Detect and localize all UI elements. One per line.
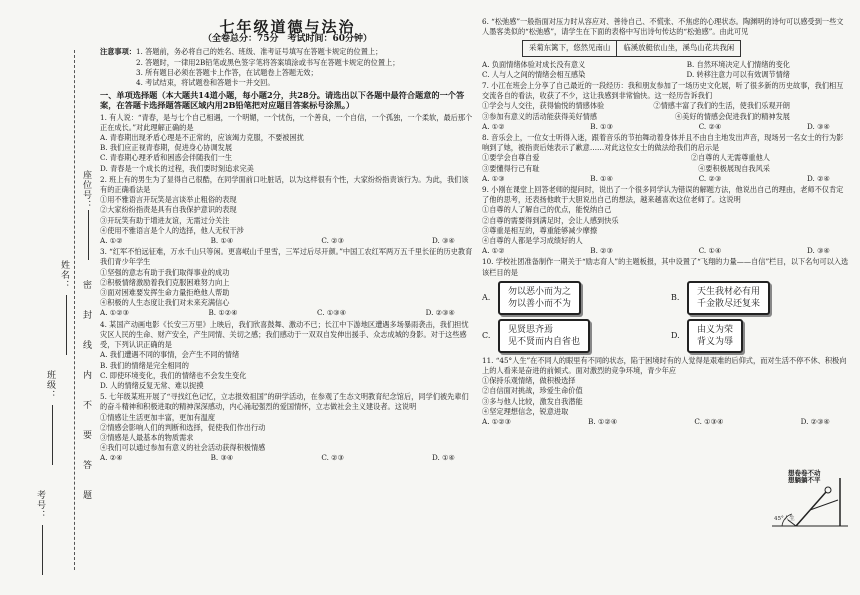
q7-item-2: ②情感丰富了我们的生活，使我们乐观开朗 xyxy=(653,101,790,111)
q5-item-1: ①情感让生活更加丰富，更加有温度 xyxy=(100,412,216,422)
note-2: 2. 答题时，一律用2B铅笔或黑色签字笔将答案填涂或书写在答题卡规定的位置上； xyxy=(136,57,400,67)
seal-char-6: 要 xyxy=(81,430,91,440)
q6-poem-table xyxy=(522,40,850,56)
q2-stem: 2. 班上有的男生为了显得自己很酷，在同学面前口吐脏话，以为这样很有个性，大家纷纷指责该行为。为此，我们该有的正确看法是 xyxy=(100,174,469,195)
question-5 xyxy=(100,392,475,463)
q5-option-a: A. ②④ xyxy=(100,453,123,463)
q10-option-a-label: A. xyxy=(482,292,491,302)
q5-option-d: D. ①④ xyxy=(432,453,455,463)
q9-option-b: B. ②③ xyxy=(590,246,614,256)
seal-char-7: 答 xyxy=(81,460,91,470)
q9-item-4: ④自尊的人都是学习成绩好的人 xyxy=(482,236,583,246)
q10-option-b-scroll xyxy=(687,281,770,315)
q3-item-3: ③面对困难要发挥生命力量拒绝他人帮助 xyxy=(100,288,230,298)
question-6 xyxy=(482,17,850,80)
page-subtitle: （全卷总分：75分 考试时间：60分钟） xyxy=(202,34,373,45)
question-1 xyxy=(100,113,475,174)
q6-option-d: D. 转移注意力可以有效调节情绪 xyxy=(686,69,790,79)
q7-stem: 7. 小江在班会上分享了自己最近的一段经历：我和朋友参加了一场历史文化展，听了很多新的历史故事，我们相互交流各自的看法，收获了不少，这让我感到非常愉快。这一经历告诉我们 xyxy=(482,81,844,101)
q8-item-4: ④要积极展现自我风采 xyxy=(698,163,770,173)
question-11 xyxy=(482,356,850,427)
left-column xyxy=(100,16,475,464)
q8-option-d: D. ②④ xyxy=(807,173,830,183)
q2-option-c: C. ②③ xyxy=(321,236,345,246)
q10-option-c-line2: 见不贤而内自省也 xyxy=(508,336,581,347)
q11-item-2: ②自信面对挑战，珍爱生命价值 xyxy=(482,386,583,396)
q2-item-1: ①用不雅语言开玩笑是言谈举止粗俗的表现 xyxy=(100,195,237,205)
q1-option-d: D. 青春是一个成长的过程，我们要时刻追求完美 xyxy=(100,163,254,173)
runner-figure-icon xyxy=(752,470,852,530)
notes-label: 注意事项： xyxy=(100,47,136,57)
q11-item-1: ①保持乐观情绪，做积极选择 xyxy=(482,376,576,386)
question-8 xyxy=(482,133,850,184)
q4-option-d: D. 人的情绪反复无常、难以捉摸 xyxy=(100,380,204,390)
seat-label: 座位号： xyxy=(81,170,91,210)
seal-char-5: 不 xyxy=(81,400,91,410)
q3-options xyxy=(100,308,475,318)
q3-item-4: ④积极的人生态度让我们对未来充满信心 xyxy=(100,298,230,308)
seal-char-1: 密 xyxy=(81,280,91,290)
illustration-caption-1: 想卷卷不动 xyxy=(788,469,821,477)
name-underline xyxy=(66,295,67,355)
q10-option-a-line1: 勿以恶小而为之 xyxy=(508,286,572,297)
q8-item-1: ①要学会自尊自爱 xyxy=(482,153,540,163)
forty-five-degree-life-illustration xyxy=(752,470,852,530)
q8-option-b: B. ①④ xyxy=(590,173,614,183)
note-1: 1. 答题前，务必将自己的姓名、班级、准考证号填写在答题卡规定的位置上； xyxy=(135,47,383,57)
q10-option-grid xyxy=(482,281,850,353)
q7-option-b: B. ①③ xyxy=(590,121,614,131)
q11-item-3: ③多与他人比较，激发自我潜能 xyxy=(482,396,583,406)
q4-stem: 4. 某国产动画电影《长安三万里》上映后，我们欣喜鼓舞、激动不已；长江中下游地区遭遇多场暴雨袭击，我们担忧灾区人民的生命、财产安全，产生同情、关切之感；我们感动于一双双自发伸出援手、众志成城的身影。对于这些感受，下列认识正确的是 xyxy=(100,319,469,350)
q8-items-row1 xyxy=(482,153,850,163)
q4-option-b: B. 我们的情绪是完全相同的 xyxy=(100,360,189,370)
q5-item-2: ②情感会影响人们的判断和选择，促使我们作出行动 xyxy=(100,422,266,432)
q7-options xyxy=(482,122,850,132)
q3-stem: 3. “红军不怕远征难，万水千山只等闲。更喜岷山千里雪，三军过后尽开颜。”中国工农红军两万五千里长征的历史教育我们青少年学生 xyxy=(100,247,473,267)
q3-option-a: A. ①②③ xyxy=(100,308,130,318)
q4-option-a: A. 我们遭遇不同的事情，会产生不同的情绪 xyxy=(100,350,240,360)
q6-stem: 6. “松弛感”一般指面对压力时从容应对、善待自己、不慌张、不焦虑的心理状态。陶渊明的诗句可以感受到一些文人墨客类似的“松弛感”，请学生在下面的表格中写出诗句传达的“松弛感”。由此可见 xyxy=(482,17,844,37)
q10-option-a-line2: 勿以善小而不为 xyxy=(508,298,572,309)
class-underline xyxy=(52,405,53,465)
q10-stem: 10. 学校社团准备制作一期关于“励志育人”的主题板报，其中设置了“飞翔的力量——自信”栏目，以下名句可以入选该栏目的是 xyxy=(482,257,849,277)
q3-option-c: C. ①③④ xyxy=(317,308,347,318)
question-7 xyxy=(482,81,850,132)
q6-option-b: B. 自然环境决定人们情绪的变化 xyxy=(686,59,790,69)
exam-no-underline xyxy=(42,525,43,575)
q2-item-4: ④使用不雅语言是个人的选择，他人无权干涉 xyxy=(100,225,244,235)
q10-option-b-label: B. xyxy=(671,292,680,302)
q11-option-c: C. ①③④ xyxy=(694,417,724,427)
question-10 xyxy=(482,257,850,352)
q10-option-a xyxy=(482,281,661,315)
q2-options xyxy=(100,236,475,246)
q10-option-b-line1: 天生我材必有用 xyxy=(697,286,761,297)
notes-block xyxy=(100,47,475,88)
q5-options xyxy=(100,453,475,463)
q10-option-d xyxy=(671,319,850,353)
q10-option-d-scroll xyxy=(687,319,743,353)
q5-item-4: ④我们可以通过参加有意义的社会活动获得积极情感 xyxy=(100,443,266,453)
q8-item-3: ③要懂得行己有耻 xyxy=(482,163,540,173)
q9-option-c: C. ①④ xyxy=(698,246,722,256)
seal-dash-line xyxy=(74,50,75,570)
q6-option-c: C. 人与人之间的情绪会相互感染 xyxy=(482,69,586,79)
class-label: 班级： xyxy=(45,370,55,400)
q10-option-c-label: C. xyxy=(482,330,491,340)
q2-item-3: ③开玩笑有助于增进友谊，无需过分关注 xyxy=(100,215,230,225)
q10-option-c xyxy=(482,319,661,353)
q1-stem: 1. 有人说：“青春，是与七个自己相遇，一个明媚，一个忧伤，一个善良，一个自信，一个孤独，一个柔软，最后那个正在成长。”对此理解正确的是 xyxy=(100,112,473,132)
seal-char-2: 封 xyxy=(81,310,91,320)
q7-option-a: A. ①② xyxy=(482,121,505,131)
q3-item-1: ①坚强的意志有助于我们取得事业的成功 xyxy=(100,267,230,277)
right-column xyxy=(482,16,850,427)
q8-stem: 8. 音乐会上，一位女士听得入迷，跟着音乐的节拍舞动着身体并且不由自主地发出声音，现场另一名女士的行为影响到了她，被指责后她表示了歉意……对此这位女士的做法给我们的启示是 xyxy=(482,133,844,153)
q10-option-d-line1: 由义为荣 xyxy=(697,324,734,335)
q10-option-b xyxy=(671,281,850,315)
q9-stem: 9. 小刚在课堂上回答老师的提问时，说出了一个很多同学认为错误的解题方法，他说出自己的理由，老师不仅肯定了他的思考，还表扬他敢于大胆说出自己的想法，越来越喜欢这位老师了。这说明 xyxy=(482,185,844,205)
q3-option-b: B. ①②④ xyxy=(208,308,238,318)
q11-options xyxy=(482,417,850,427)
illustration-caption-2: 想躺躺不平 xyxy=(788,476,821,484)
q2-option-b: B. ①④ xyxy=(210,236,234,246)
q1-option-c: C. 青春期心理矛盾和困惑会伴随我们一生 xyxy=(100,153,233,163)
note-4: 4. 考试结束，将试题卷和答题卡一并交回。 xyxy=(136,78,275,88)
q6-options-row1 xyxy=(482,60,850,70)
q9-item-1: ①自尊的人了解自己的优点，能悦纳自己 xyxy=(482,205,612,215)
q9-option-d: D. ③④ xyxy=(807,246,830,256)
q1-option-b: B. 我们应正视青春期，促进身心协调发展 xyxy=(100,143,233,153)
q11-option-d: D. ②③④ xyxy=(800,417,830,427)
q11-option-b: B. ①②④ xyxy=(588,417,618,427)
q8-option-a: A. ①③ xyxy=(482,173,505,183)
q11-items xyxy=(482,376,732,417)
q7-option-d: D. ③④ xyxy=(807,121,830,131)
q7-items-row2 xyxy=(482,112,850,122)
question-4 xyxy=(100,320,475,391)
q10-option-c-scroll xyxy=(498,319,590,353)
q2-option-a: A. ①② xyxy=(100,236,123,246)
q2-option-d: D. ③④ xyxy=(432,236,455,246)
q7-item-1: ①学会与人交往，获得愉悦的情感体验 xyxy=(482,101,605,111)
q6-options-row2 xyxy=(482,70,850,80)
question-2 xyxy=(100,175,475,246)
section-1-heading: 一、单项选择题（本大题共14道小题，每小题2分，共28分。请选出以下各题中最符合题意的一个答案，在答题卡选择题答题区域内用2B铅笔把对应题目答案标号涂黑。） xyxy=(100,90,465,111)
seat-underline xyxy=(88,210,89,260)
q10-option-d-label: D. xyxy=(671,330,680,340)
q5-option-c: C. ②③ xyxy=(321,453,345,463)
q11-item-4: ④坚定理想信念，锐意进取 xyxy=(482,406,569,416)
illustration-angle-label: 45°人生 xyxy=(774,516,795,522)
binding-strip xyxy=(14,20,98,580)
page-title: 七年级道德与法治 xyxy=(219,18,356,36)
q5-item-3: ③情感是人最基本的物质需求 xyxy=(100,432,194,442)
q6-poem-1: 采菊东篱下，悠然见南山 xyxy=(522,40,617,56)
q6-option-a: A. 负面情绪体验对成长没有意义 xyxy=(482,59,586,69)
q9-item-2: ②自尊的需要得到满足时，会让人感到快乐 xyxy=(482,215,619,225)
question-3 xyxy=(100,247,475,318)
q9-options xyxy=(482,246,850,256)
q7-item-4: ④美好的情感会促进我们的精神发展 xyxy=(674,111,790,121)
q8-item-2: ②自尊的人无需尊重他人 xyxy=(690,153,770,163)
q10-option-a-scroll xyxy=(498,281,581,315)
q11-stem: 11. “45°人生”在不同人的眼里有不同的状态，陷于困境时有的人觉得是艰难的后仰式，而对生活不停不休、积极向上的人看来是奋进的前倾式。面对激烈的竞争环境，青少年应 xyxy=(482,355,847,376)
q8-option-c: C. ②③ xyxy=(698,173,722,183)
exam-no-label: 考号： xyxy=(35,490,45,520)
q8-items-row2 xyxy=(482,164,850,174)
q3-item-2: ②积极情绪激励着我们克服困难努力向上 xyxy=(100,277,230,287)
q1-option-a: A. 青春期出现矛盾心理是不正常的，应该竭力克服，不要被困扰 xyxy=(100,133,304,143)
q5-stem: 5. 七年级某班开展了“寻找红色记忆，立志报效祖国”的研学活动，在参观了生态文明教育纪念馆后，同学们被先辈们的奋斗精神和积极进取的精神深深感动，内心涌起强烈的爱国情怀，立志做社会主义建设者。这说明 xyxy=(100,392,469,412)
q7-item-3: ③参加有意义的活动能获得美好情感 xyxy=(482,111,598,121)
seal-char-8: 题 xyxy=(81,490,91,500)
q10-option-b-line2: 千金散尽还复来 xyxy=(697,298,761,309)
seal-char-3: 线 xyxy=(81,340,91,350)
q6-poem-2: 临溪放艇依山坐，溪鸟山花共我闲 xyxy=(617,40,741,56)
name-label: 姓名： xyxy=(59,260,69,290)
q3-option-d: D. ②③④ xyxy=(425,308,455,318)
q9-item-3: ③尊重是相互的，尊重能够减少摩擦 xyxy=(482,225,598,235)
q9-option-a: A. ①② xyxy=(482,246,505,256)
q2-item-2: ②大家纷纷指责是具有自我保护意识的表现 xyxy=(100,205,237,215)
q10-option-d-line2: 背义为辱 xyxy=(697,336,734,347)
note-3: 3. 所有题目必须在答题卡上作答，在试题卷上答题无效； xyxy=(136,67,318,77)
seal-char-4: 内 xyxy=(81,370,91,380)
q7-option-c: C. ②④ xyxy=(698,121,722,131)
q5-option-b: B. ③④ xyxy=(210,453,234,463)
q10-option-c-line1: 见贤思齐焉 xyxy=(508,324,554,335)
question-9 xyxy=(482,185,850,256)
q4-option-c: C. 即使环境变化，我们的情绪也不会发生变化 xyxy=(100,370,247,380)
q7-items-row1 xyxy=(482,101,850,111)
q8-options xyxy=(482,174,850,184)
q11-option-a: A. ①②③ xyxy=(482,417,512,427)
